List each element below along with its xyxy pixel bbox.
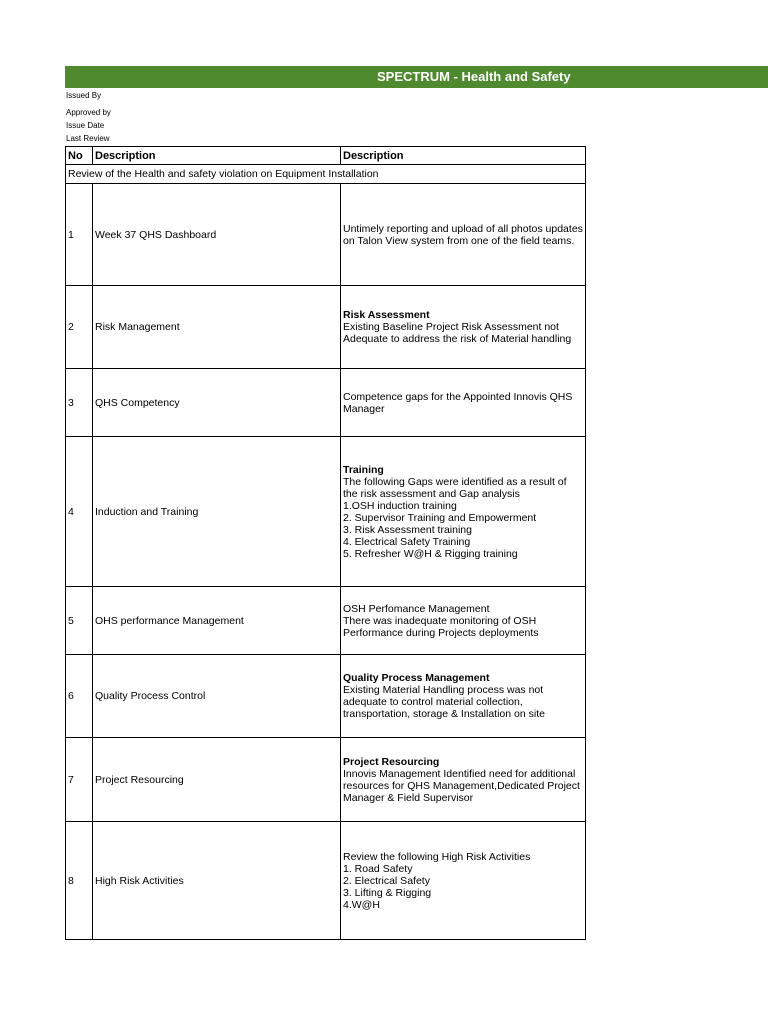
row-detail [341, 437, 586, 587]
row-detail [341, 369, 586, 437]
row-description: Risk Management [93, 286, 341, 369]
section-title: Review of the Health and safety violation on Equipment Installation [66, 165, 586, 184]
row-detail [341, 822, 586, 940]
row-detail-text: Review the following High Risk Activities 1. Road Safety 2. Electrical Safety 3. Lifting & Rigging 4.W@H [343, 850, 531, 911]
row-description: QHS Competency [93, 369, 341, 437]
issued-by-label: Issued By [66, 91, 102, 100]
row-detail [341, 184, 586, 286]
column-header-description: Description [93, 147, 341, 165]
row-detail-text: Innovis Management Identified need for additional resources for QHS Management,Dedicated Project Manager & Field Supervisor [343, 767, 580, 804]
row-number: 8 [66, 822, 93, 940]
row-description: Project Resourcing [93, 738, 341, 822]
row-number: 1 [66, 184, 93, 286]
row-detail-text: Existing Baseline Project Risk Assessment not Adequate to address the risk of Material handling [343, 321, 572, 345]
row-detail-heading: Risk Assessment [343, 309, 430, 321]
row-number: 4 [66, 437, 93, 587]
table-row [66, 437, 586, 587]
table-row [66, 184, 586, 286]
row-detail-text: Untimely reporting and upload of all photos updates on Talon View system from one of the field teams. [343, 222, 583, 247]
table-row [66, 655, 586, 738]
row-detail [341, 587, 586, 655]
row-description: High Risk Activities [93, 822, 341, 940]
row-detail-text: Competence gaps for the Appointed Innovis QHS Manager [343, 390, 573, 415]
row-detail-text: The following Gaps were identified as a result of the risk assessment and Gap analysis 1.OSH induction training 2. Supervisor Training and Empowerment 3. Risk Assessment training 4. Electrical Safety Training 5. Refresher W@H & Rigging training [343, 475, 567, 560]
row-detail-heading: Project Resourcing [343, 755, 440, 768]
row-description: OHS performance Management [93, 587, 341, 655]
table-row [66, 369, 586, 437]
row-number: 5 [66, 587, 93, 655]
last-review-label: Last Review [66, 134, 110, 143]
section-row [66, 165, 586, 184]
row-detail-text: OSH Perfomance Management There was inadequate monitoring of OSH Performance during Projects deployments [343, 602, 539, 639]
row-description: Week 37 QHS Dashboard [93, 184, 341, 286]
row-detail-text: Existing Material Handling process was not adequate to control material collection, transportation, storage & Installation on site [343, 684, 545, 720]
violation-review-table [65, 146, 586, 940]
approved-by-label: Approved by [66, 108, 111, 117]
title-banner [65, 66, 768, 88]
issue-date-label: Issue Date [66, 121, 105, 130]
row-detail [341, 655, 586, 738]
table-row [66, 587, 586, 655]
row-detail-heading: Quality Process Management [343, 672, 490, 684]
column-header-no: No [66, 147, 93, 165]
row-number: 6 [66, 655, 93, 738]
row-number: 2 [66, 286, 93, 369]
column-header-detail: Description [341, 147, 586, 165]
table-row [66, 738, 586, 822]
row-number: 3 [66, 369, 93, 437]
row-detail-heading: Training [343, 463, 384, 476]
row-detail [341, 738, 586, 822]
table-row [66, 286, 586, 369]
row-description: Induction and Training [93, 437, 341, 587]
table-row [66, 822, 586, 940]
row-detail [341, 286, 586, 369]
row-description: Quality Process Control [93, 655, 341, 738]
document-title: SPECTRUM - Health and Safety [377, 69, 571, 84]
row-number: 7 [66, 738, 93, 822]
table-header-row [66, 147, 586, 165]
